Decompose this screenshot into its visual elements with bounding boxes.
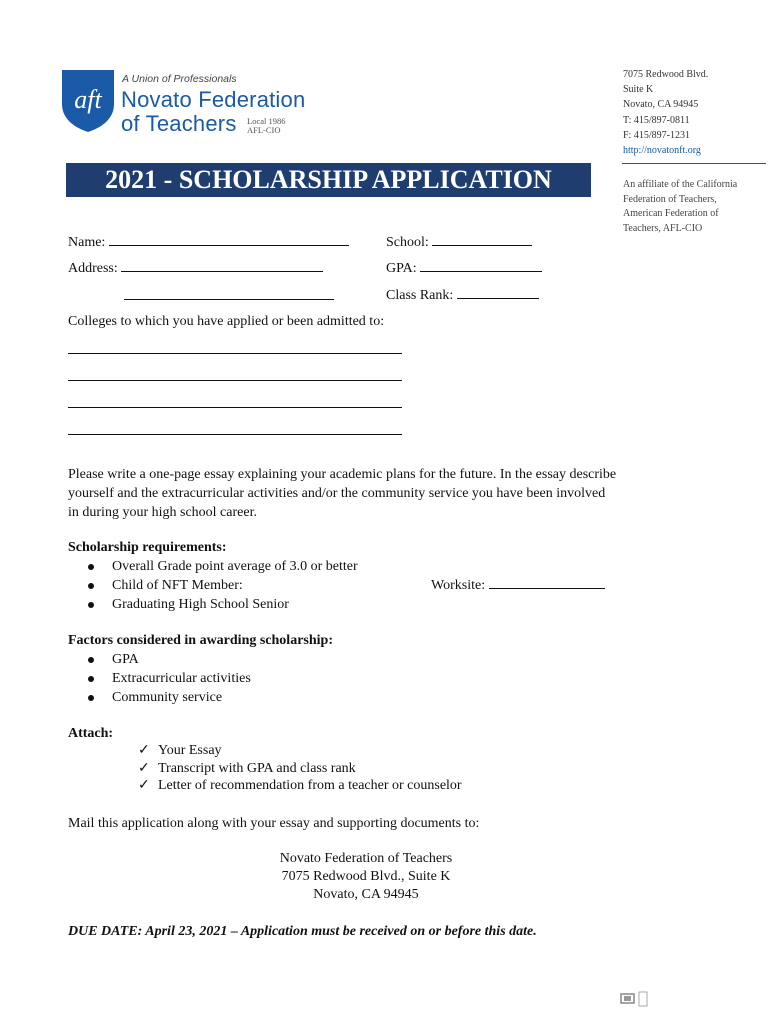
logo-local-number: Local 1986 xyxy=(247,116,286,126)
due-date-separator: – xyxy=(230,924,238,939)
requirement-item: Graduating High School Senior xyxy=(88,595,358,614)
factors-heading: Factors considered in awarding scholarship: xyxy=(68,633,333,648)
address-field xyxy=(68,259,323,277)
name-field xyxy=(68,233,349,251)
factor-item: Extracurricular activities xyxy=(88,669,251,688)
worksite-field xyxy=(431,576,605,594)
logo-org-name-line1: Novato Federation xyxy=(121,87,306,112)
school-field xyxy=(386,233,532,251)
checkmark-icon: ✓ xyxy=(138,778,150,793)
contact-phone: T: 415/897-0811 xyxy=(623,114,690,126)
affiliate-line3: American Federation of xyxy=(623,208,719,219)
mailing-address-line3: Novato, CA 94945 xyxy=(313,887,419,902)
contact-divider xyxy=(622,163,766,164)
checkmark-icon: ✓ xyxy=(138,743,150,758)
class-rank-blank[interactable] xyxy=(457,286,539,299)
attach-list xyxy=(138,742,462,795)
worksite-label: Worksite: xyxy=(431,578,486,593)
worksite-blank[interactable] xyxy=(489,576,605,589)
footer-stamp-icon xyxy=(620,990,650,1008)
due-date-label: DUE DATE: April 23, 2021 xyxy=(68,924,228,939)
factor-item: GPA xyxy=(88,650,251,669)
due-date-note: Application must be received on or before this date. xyxy=(240,924,537,939)
gpa-label: GPA: xyxy=(386,261,417,276)
website-link[interactable]: http://novatonft.org xyxy=(623,145,701,157)
college-line-2[interactable] xyxy=(68,380,402,381)
school-label: School: xyxy=(386,235,429,250)
affiliate-line4: Teachers, AFL-CIO xyxy=(623,222,703,234)
address-label: Address: xyxy=(68,261,118,276)
name-label: Name: xyxy=(68,235,106,250)
logo-org-name-line2: of Teachers xyxy=(121,111,237,136)
colleges-label: Colleges to which you have applied or been admitted to: xyxy=(68,314,385,329)
essay-line-1: Please write a one-page essay explaining your academic plans for the future. In the essay describe xyxy=(68,467,617,482)
page-title: 2021 - SCHOLARSHIP APPLICATION xyxy=(105,165,552,194)
logo-local xyxy=(247,117,285,135)
gpa-field xyxy=(386,259,542,277)
affiliate-note xyxy=(623,178,737,236)
bullet-icon xyxy=(88,676,94,682)
attach-heading: Attach: xyxy=(68,726,114,741)
class-rank-field xyxy=(386,286,539,304)
mailing-address xyxy=(0,850,732,904)
requirements-heading: Scholarship requirements: xyxy=(68,540,227,555)
factor-item: Community service xyxy=(88,688,251,707)
attach-item: ✓ Letter of recommendation from a teacher or counselor xyxy=(138,778,462,793)
requirement-item: Child of NFT Member: xyxy=(88,576,358,595)
mailing-address-line1: Novato Federation of Teachers xyxy=(279,851,453,866)
essay-instructions xyxy=(68,465,708,522)
attach-item: ✓ Transcript with GPA and class rank xyxy=(138,760,356,776)
bullet-icon xyxy=(88,602,94,608)
class-rank-label: Class Rank: xyxy=(386,288,454,303)
bullet-icon xyxy=(88,564,94,570)
address-blank-2[interactable] xyxy=(124,299,334,300)
contact-street: 7075 Redwood Blvd. xyxy=(623,69,709,80)
attach-item: ✓ Your Essay xyxy=(138,743,222,758)
logo-affiliation: AFL-CIO xyxy=(247,125,281,135)
checkmark-icon: ✓ xyxy=(138,760,150,776)
college-line-3[interactable] xyxy=(68,407,402,408)
logo-mark-text: aft xyxy=(74,85,102,114)
affiliate-line2: Federation of Teachers, xyxy=(623,193,717,205)
affiliate-line1: An affiliate of the California xyxy=(623,179,738,190)
requirements-list xyxy=(88,557,358,614)
name-blank[interactable] xyxy=(109,233,349,246)
bullet-icon xyxy=(88,657,94,663)
college-line-1[interactable] xyxy=(68,353,402,354)
factors-list xyxy=(88,650,251,707)
requirement-item: Overall Grade point average of 3.0 or better xyxy=(88,557,358,576)
mailing-address-line2: 7075 Redwood Blvd., Suite K xyxy=(281,869,451,884)
address-blank-1[interactable] xyxy=(121,259,323,272)
essay-line-3: in during your high school career. xyxy=(68,505,257,520)
essay-line-2: yourself and the extracurricular activities and/or the community service you have been involved xyxy=(68,486,606,501)
logo-tagline: A Union of Professionals xyxy=(122,73,237,85)
school-blank[interactable] xyxy=(432,233,532,246)
contact-fax: F: 415/897-1231 xyxy=(623,129,690,141)
bullet-icon xyxy=(88,583,94,589)
college-line-4[interactable] xyxy=(68,434,402,435)
contact-city: Novato, CA 94945 xyxy=(623,99,699,111)
aft-logo-icon xyxy=(60,68,116,134)
contact-suite: Suite K xyxy=(623,84,654,96)
mail-instructions: Mail this application along with your essay and supporting documents to: xyxy=(68,816,480,831)
bullet-icon xyxy=(88,695,94,701)
due-date xyxy=(68,922,537,941)
gpa-blank[interactable] xyxy=(420,259,542,272)
contact-block xyxy=(623,67,708,158)
